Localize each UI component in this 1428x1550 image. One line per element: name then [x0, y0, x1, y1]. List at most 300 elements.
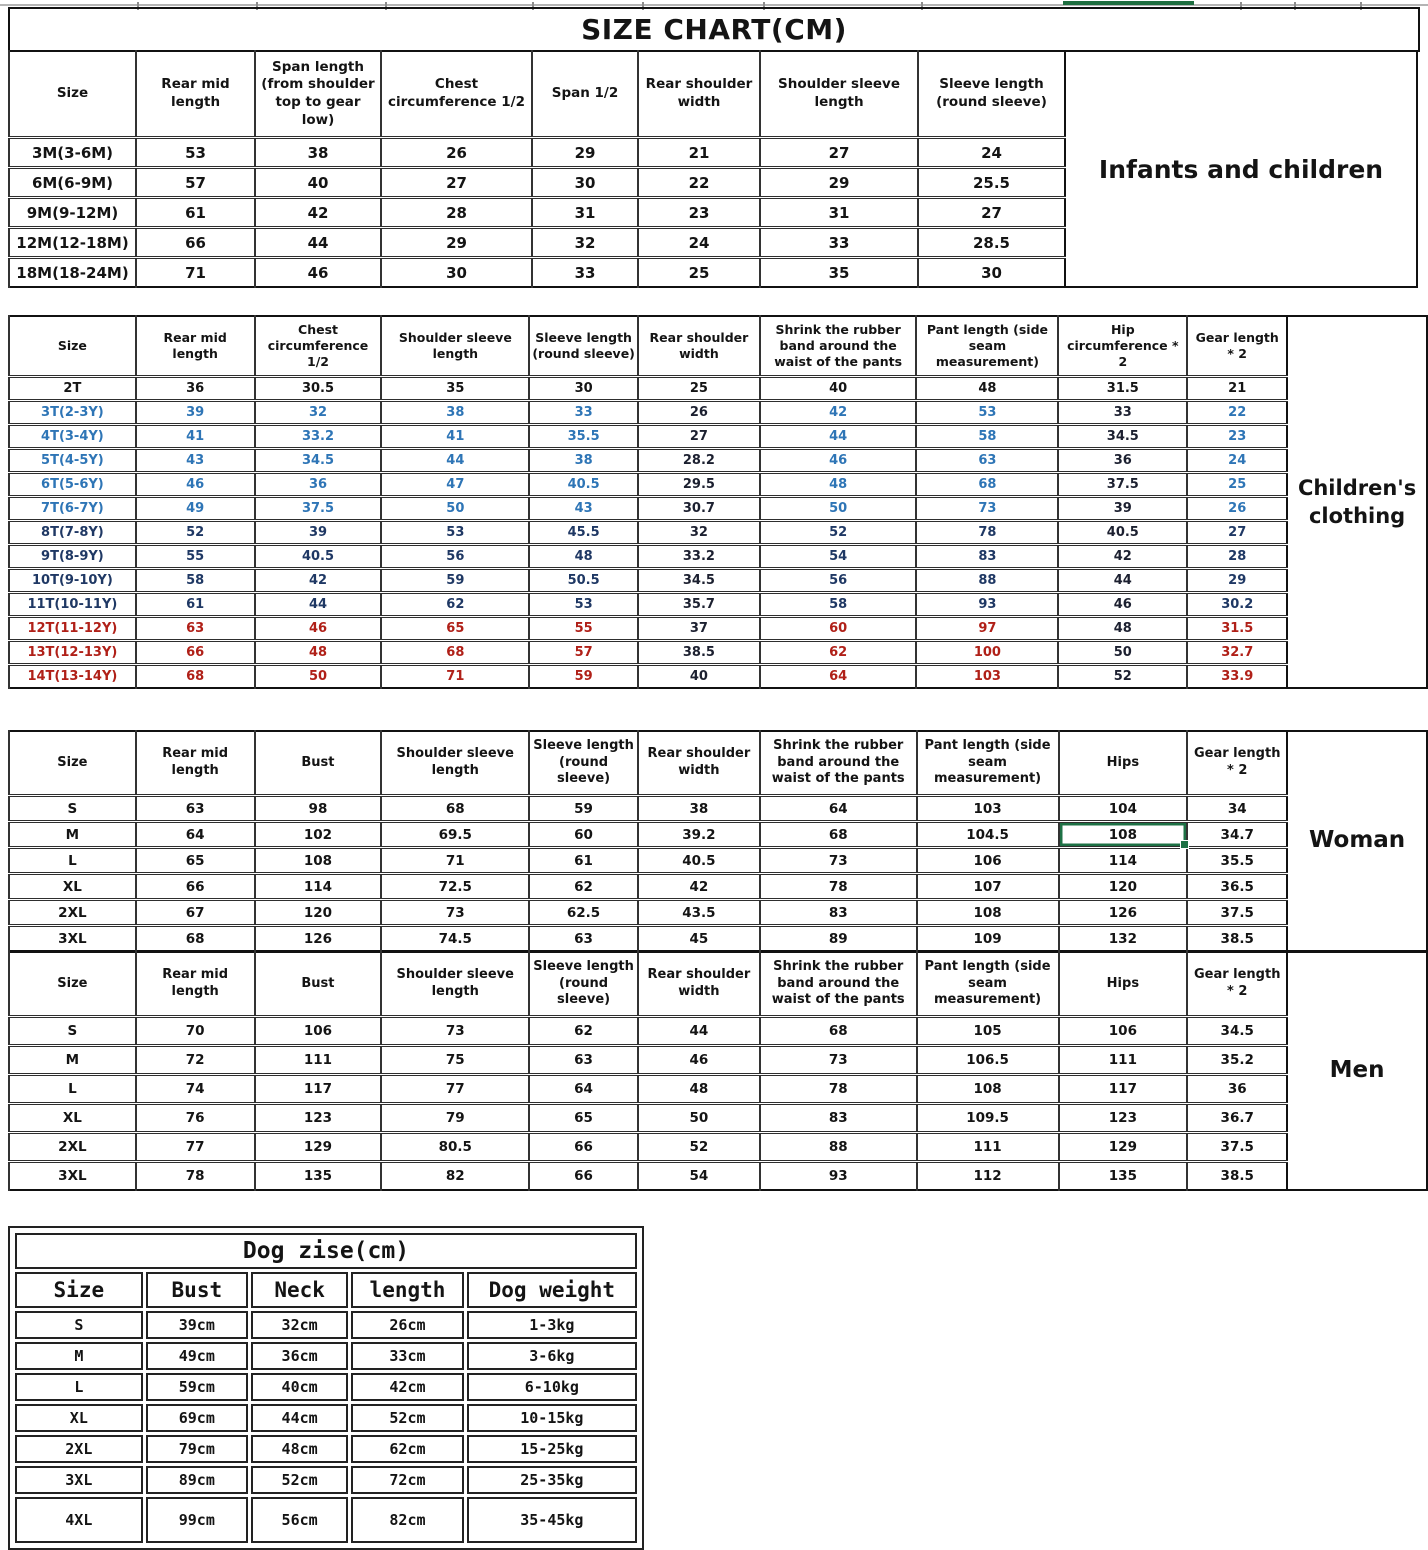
table-cell: 50 [638, 1104, 760, 1133]
table-cell: 62 [529, 874, 638, 900]
table-cell: 30.7 [638, 497, 760, 521]
table-cell: 48 [255, 641, 382, 665]
table-row [9, 521, 1287, 545]
table-cell: 59 [529, 796, 638, 822]
table-cell: 40.5 [255, 545, 382, 569]
table-cell: 24 [918, 138, 1065, 168]
table-cell: 120 [1059, 874, 1188, 900]
table-cell: 33.9 [1187, 665, 1287, 689]
table-cell: 126 [1059, 900, 1188, 926]
infants-size-table [8, 50, 1066, 288]
row-size-cell: 13T(12-13Y) [9, 641, 136, 665]
table-row [9, 1017, 1287, 1046]
table-cell: 47 [381, 473, 529, 497]
column-header: Pant length (side seam measurement) [916, 316, 1058, 377]
table-row [9, 1104, 1287, 1133]
table-cell: 73 [381, 1017, 529, 1046]
table-cell: 32 [255, 401, 382, 425]
table-cell: 129 [1059, 1133, 1188, 1162]
column-header: Pant length (side seam measurement) [917, 731, 1059, 796]
table-row [9, 497, 1287, 521]
table-cell: 135 [1059, 1162, 1188, 1191]
table-cell: 79cm [146, 1435, 248, 1463]
table-cell: 24 [638, 228, 760, 258]
column-header: Chest circumference 1/2 [255, 316, 382, 377]
table-cell: 93 [760, 1162, 917, 1191]
row-size-cell: 11T(10-11Y) [9, 593, 136, 617]
table-cell: 29 [532, 138, 638, 168]
table-cell: 23 [638, 198, 760, 228]
table-cell: 66 [529, 1162, 638, 1191]
table-cell: 50 [1058, 641, 1187, 665]
row-size-cell: 3XL [9, 1162, 136, 1191]
row-size-cell: L [9, 1075, 136, 1104]
row-size-cell: 3M(3-6M) [9, 138, 136, 168]
table-cell: 34.5 [1058, 425, 1187, 449]
table-cell: 48 [529, 545, 638, 569]
table-row [9, 545, 1287, 569]
table-row [9, 168, 1065, 198]
table-cell: 26 [638, 401, 760, 425]
table-cell: 111 [255, 1046, 382, 1075]
row-size-cell: 2XL [9, 1133, 136, 1162]
table-cell: 65 [381, 617, 529, 641]
row-size-cell: L [15, 1373, 143, 1401]
table-cell: 68 [381, 796, 529, 822]
table-cell: 62 [760, 641, 917, 665]
table-cell: 28.2 [638, 449, 760, 473]
column-header: Sleeve length (round sleeve) [918, 51, 1065, 138]
header-row [9, 731, 1287, 796]
table-cell: 88 [916, 569, 1058, 593]
table-cell: 49cm [146, 1342, 248, 1370]
table-cell: 44 [381, 449, 529, 473]
table-cell: 123 [255, 1104, 382, 1133]
table-cell: 42 [1058, 545, 1187, 569]
table-cell: 63 [136, 796, 255, 822]
table-cell: 37 [638, 617, 760, 641]
table-cell: 46 [638, 1046, 760, 1075]
table-cell: 46 [255, 258, 381, 288]
table-cell: 36 [1058, 449, 1187, 473]
selected-column-indicator [1063, 1, 1194, 5]
table-row [15, 1435, 637, 1463]
table-cell: 62 [381, 593, 529, 617]
table-cell: 29 [760, 168, 918, 198]
table-cell: 10-15kg [467, 1404, 637, 1432]
table-cell: 52 [136, 521, 255, 545]
table-row [9, 641, 1287, 665]
page-title: SIZE CHART(CM) [8, 7, 1420, 52]
row-size-cell: 3T(2-3Y) [9, 401, 136, 425]
row-size-cell: M [15, 1342, 143, 1370]
table-cell: 33 [529, 401, 638, 425]
table-cell: 52cm [251, 1466, 348, 1494]
table-cell: 111 [917, 1133, 1059, 1162]
table-cell: 107 [917, 874, 1059, 900]
table-cell: 135 [255, 1162, 382, 1191]
column-header: Rear mid length [136, 952, 255, 1017]
column-header: Hips [1059, 731, 1188, 796]
table-row [9, 665, 1287, 689]
table-cell: 98 [255, 796, 382, 822]
row-size-cell: 9T(8-9Y) [9, 545, 136, 569]
column-header: Rear shoulder width [638, 51, 760, 138]
table-cell: 76 [136, 1104, 255, 1133]
row-size-cell: 4XL [15, 1497, 143, 1543]
table-cell: 26cm [351, 1311, 463, 1339]
table-cell: 48cm [251, 1435, 348, 1463]
table-cell: 44 [760, 425, 917, 449]
table-cell: 68 [760, 822, 917, 848]
table-cell: 30.5 [255, 377, 382, 401]
row-size-cell: 3XL [15, 1466, 143, 1494]
table-cell: 53 [136, 138, 255, 168]
table-cell: 58 [136, 569, 255, 593]
table-cell: 71 [381, 848, 529, 874]
table-cell: 63 [529, 926, 638, 952]
table-cell: 46 [1058, 593, 1187, 617]
table-row [15, 1311, 637, 1339]
table-cell: 52 [638, 1133, 760, 1162]
table-cell: 40.5 [1058, 521, 1187, 545]
table-cell: 73 [916, 497, 1058, 521]
table-cell: 30 [918, 258, 1065, 288]
table-cell: 50 [255, 665, 382, 689]
table-cell: 129 [255, 1133, 382, 1162]
table-row [9, 473, 1287, 497]
table-cell: 42 [760, 401, 917, 425]
table-cell: 48 [1058, 617, 1187, 641]
table-row [9, 874, 1287, 900]
table-cell: 34.7 [1187, 822, 1287, 848]
table-cell: 117 [255, 1075, 382, 1104]
table-row [9, 449, 1287, 473]
table-cell: 106.5 [917, 1046, 1059, 1075]
table-cell: 42 [638, 874, 760, 900]
table-cell: 45 [638, 926, 760, 952]
men-side-label: Men [1288, 951, 1428, 1191]
table-cell: 54 [638, 1162, 760, 1191]
table-cell: 32 [638, 521, 760, 545]
column-header: Shoulder sleeve length [760, 51, 918, 138]
woman-section [8, 730, 1428, 952]
column-header: Sleeve length (round sleeve) [529, 952, 638, 1017]
table-cell: 89 [760, 926, 917, 952]
table-cell: 83 [916, 545, 1058, 569]
table-cell: 65 [136, 848, 255, 874]
table-cell: 111 [1059, 1046, 1188, 1075]
table-cell: 67 [136, 900, 255, 926]
row-size-cell: M [9, 1046, 136, 1075]
row-size-cell: XL [9, 1104, 136, 1133]
table-cell: 52cm [351, 1404, 463, 1432]
row-size-cell: 2XL [9, 900, 136, 926]
table-cell: 44 [255, 593, 382, 617]
table-cell: 36cm [251, 1342, 348, 1370]
table-cell: 50 [381, 497, 529, 521]
table-cell: 83 [760, 900, 917, 926]
dog-title-row [15, 1233, 637, 1269]
table-cell: 31 [760, 198, 918, 228]
table-cell: 37.5 [255, 497, 382, 521]
table-row [15, 1497, 637, 1543]
table-cell: 68 [136, 665, 255, 689]
table-cell: 39 [1058, 497, 1187, 521]
table-cell: 69cm [146, 1404, 248, 1432]
table-row [9, 617, 1287, 641]
table-cell: 103 [917, 796, 1059, 822]
table-cell: 108 [917, 1075, 1059, 1104]
table-cell: 62cm [351, 1435, 463, 1463]
header-row [9, 952, 1287, 1017]
infants-side-label: Infants and children [1066, 50, 1418, 288]
table-cell: 68 [381, 641, 529, 665]
table-cell: 29 [1187, 569, 1287, 593]
column-header: Neck [251, 1272, 348, 1308]
column-header: length [351, 1272, 463, 1308]
table-cell: 114 [255, 874, 382, 900]
table-cell: 25-35kg [467, 1466, 637, 1494]
table-cell: 74.5 [381, 926, 529, 952]
table-cell: 25 [638, 377, 760, 401]
column-header: Rear shoulder width [638, 316, 760, 377]
table-cell: 41 [381, 425, 529, 449]
table-cell: 83 [760, 1104, 917, 1133]
column-header: Shrink the rubber band around the waist of the pants [760, 731, 917, 796]
table-cell: 35.2 [1187, 1046, 1287, 1075]
table-cell: 52 [1058, 665, 1187, 689]
column-header: Shoulder sleeve length [381, 952, 529, 1017]
table-cell: 66 [136, 228, 255, 258]
table-cell: 38 [638, 796, 760, 822]
table-cell: 73 [760, 848, 917, 874]
table-cell: 73 [760, 1046, 917, 1075]
table-cell: 72 [136, 1046, 255, 1075]
table-cell: 50.5 [529, 569, 638, 593]
table-cell: 33cm [351, 1342, 463, 1370]
table-row [9, 425, 1287, 449]
column-header: Bust [255, 952, 382, 1017]
column-header: Hips [1059, 952, 1188, 1017]
table-cell: 29 [381, 228, 532, 258]
table-cell: 108 [1059, 822, 1188, 848]
table-cell: 31.5 [1058, 377, 1187, 401]
table-cell: 112 [917, 1162, 1059, 1191]
table-cell: 38.5 [1187, 926, 1287, 952]
table-cell: 42 [255, 198, 381, 228]
table-cell: 68 [916, 473, 1058, 497]
table-cell: 38.5 [1187, 1162, 1287, 1191]
table-cell: 1-3kg [467, 1311, 637, 1339]
table-cell: 57 [529, 641, 638, 665]
table-cell: 65 [529, 1104, 638, 1133]
table-cell: 46 [760, 449, 917, 473]
column-header: Gear length * 2 [1187, 316, 1287, 377]
table-cell: 60 [760, 617, 917, 641]
table-row [9, 569, 1287, 593]
table-cell: 104 [1059, 796, 1188, 822]
table-row [9, 796, 1287, 822]
table-cell: 48 [760, 473, 917, 497]
column-header: Hip circumference * 2 [1058, 316, 1187, 377]
dog-size-table-container [8, 1226, 644, 1550]
table-cell: 88 [760, 1133, 917, 1162]
table-cell: 49 [136, 497, 255, 521]
table-cell: 22 [638, 168, 760, 198]
table-row [9, 900, 1287, 926]
column-header: Bust [255, 731, 382, 796]
table-cell: 22 [1187, 401, 1287, 425]
column-header: Rear shoulder width [638, 731, 760, 796]
table-cell: 80.5 [381, 1133, 529, 1162]
table-cell: 30 [532, 168, 638, 198]
table-cell: 114 [1059, 848, 1188, 874]
table-cell: 72.5 [381, 874, 529, 900]
table-cell: 78 [136, 1162, 255, 1191]
column-header: Gear length * 2 [1187, 731, 1287, 796]
table-cell: 68 [760, 1017, 917, 1046]
table-cell: 34.5 [255, 449, 382, 473]
table-row [9, 377, 1287, 401]
dog-size-table [12, 1230, 640, 1546]
row-size-cell: 12M(12-18M) [9, 228, 136, 258]
row-size-cell: 10T(9-10Y) [9, 569, 136, 593]
table-cell: 44 [255, 228, 381, 258]
table-row [15, 1466, 637, 1494]
table-cell: 70 [136, 1017, 255, 1046]
table-cell: 37.5 [1187, 900, 1287, 926]
men-size-table [8, 951, 1288, 1191]
table-cell: 104.5 [917, 822, 1059, 848]
table-cell: 106 [255, 1017, 382, 1046]
table-cell: 120 [255, 900, 382, 926]
row-size-cell: 4T(3-4Y) [9, 425, 136, 449]
table-cell: 39.2 [638, 822, 760, 848]
table-cell: 35 [760, 258, 918, 288]
row-size-cell: 2T [9, 377, 136, 401]
row-size-cell: 14T(13-14Y) [9, 665, 136, 689]
table-cell: 66 [136, 874, 255, 900]
table-cell: 89cm [146, 1466, 248, 1494]
table-cell: 82 [381, 1162, 529, 1191]
table-cell: 27 [381, 168, 532, 198]
table-cell: 61 [136, 198, 255, 228]
column-header: Shrink the rubber band around the waist of the pants [760, 952, 917, 1017]
table-cell: 59 [381, 569, 529, 593]
table-cell: 27 [638, 425, 760, 449]
table-cell: 73 [381, 900, 529, 926]
table-cell: 56 [381, 545, 529, 569]
table-cell: 62.5 [529, 900, 638, 926]
table-cell: 64 [760, 796, 917, 822]
table-cell: 36 [1187, 1075, 1287, 1104]
table-cell: 79 [381, 1104, 529, 1133]
table-cell: 45.5 [529, 521, 638, 545]
table-cell: 103 [916, 665, 1058, 689]
table-cell: 40 [638, 665, 760, 689]
table-cell: 26 [381, 138, 532, 168]
table-cell: 28.5 [918, 228, 1065, 258]
table-cell: 106 [1059, 1017, 1188, 1046]
column-header: Rear shoulder width [638, 952, 760, 1017]
table-cell: 42 [255, 569, 382, 593]
table-cell: 99cm [146, 1497, 248, 1543]
table-cell: 33 [760, 228, 918, 258]
table-cell: 71 [136, 258, 255, 288]
table-cell: 21 [638, 138, 760, 168]
table-cell: 32.7 [1187, 641, 1287, 665]
woman-side-label: Woman [1288, 730, 1428, 952]
table-cell: 46 [255, 617, 382, 641]
table-cell: 31 [532, 198, 638, 228]
table-cell: 48 [916, 377, 1058, 401]
table-cell: 82cm [351, 1497, 463, 1543]
table-cell: 74 [136, 1075, 255, 1104]
table-cell: 33 [532, 258, 638, 288]
table-cell: 35.5 [529, 425, 638, 449]
children-section [8, 315, 1428, 689]
table-cell: 59 [529, 665, 638, 689]
table-cell: 64 [760, 665, 917, 689]
row-size-cell: 3XL [9, 926, 136, 952]
table-cell: 64 [136, 822, 255, 848]
column-header: Shoulder sleeve length [381, 731, 529, 796]
table-cell: 35 [381, 377, 529, 401]
table-cell: 78 [760, 874, 917, 900]
row-size-cell: 6M(6-9M) [9, 168, 136, 198]
table-cell: 126 [255, 926, 382, 952]
table-cell: 60 [529, 822, 638, 848]
table-cell: 56cm [251, 1497, 348, 1543]
table-cell: 78 [916, 521, 1058, 545]
column-header: Sleeve length (round sleeve) [529, 731, 638, 796]
dog-table-title: Dog zise(cm) [15, 1233, 637, 1269]
column-header: Rear mid length [136, 51, 255, 138]
table-cell: 36.7 [1187, 1104, 1287, 1133]
table-cell: 75 [381, 1046, 529, 1075]
table-cell: 46 [136, 473, 255, 497]
column-header: Size [9, 952, 136, 1017]
table-cell: 109 [917, 926, 1059, 952]
table-cell: 34 [1187, 796, 1287, 822]
table-cell: 25 [638, 258, 760, 288]
table-cell: 24 [1187, 449, 1287, 473]
table-cell: 35.5 [1187, 848, 1287, 874]
table-cell: 37.5 [1058, 473, 1187, 497]
table-cell: 61 [529, 848, 638, 874]
column-header: Size [9, 51, 136, 138]
table-cell: 34.5 [1187, 1017, 1287, 1046]
table-cell: 57 [136, 168, 255, 198]
table-row [9, 822, 1287, 848]
table-row [9, 1046, 1287, 1075]
table-row [9, 401, 1287, 425]
row-size-cell: 8T(7-8Y) [9, 521, 136, 545]
table-cell: 93 [916, 593, 1058, 617]
row-size-cell: M [9, 822, 136, 848]
table-cell: 105 [917, 1017, 1059, 1046]
table-cell: 52 [760, 521, 917, 545]
table-cell: 66 [136, 641, 255, 665]
table-cell: 53 [381, 521, 529, 545]
row-size-cell: 5T(4-5Y) [9, 449, 136, 473]
column-header: Sleeve length (round sleeve) [529, 316, 638, 377]
table-row [9, 1133, 1287, 1162]
table-cell: 30 [529, 377, 638, 401]
table-cell: 36.5 [1187, 874, 1287, 900]
children-side-label: Children's clothing [1288, 315, 1428, 689]
